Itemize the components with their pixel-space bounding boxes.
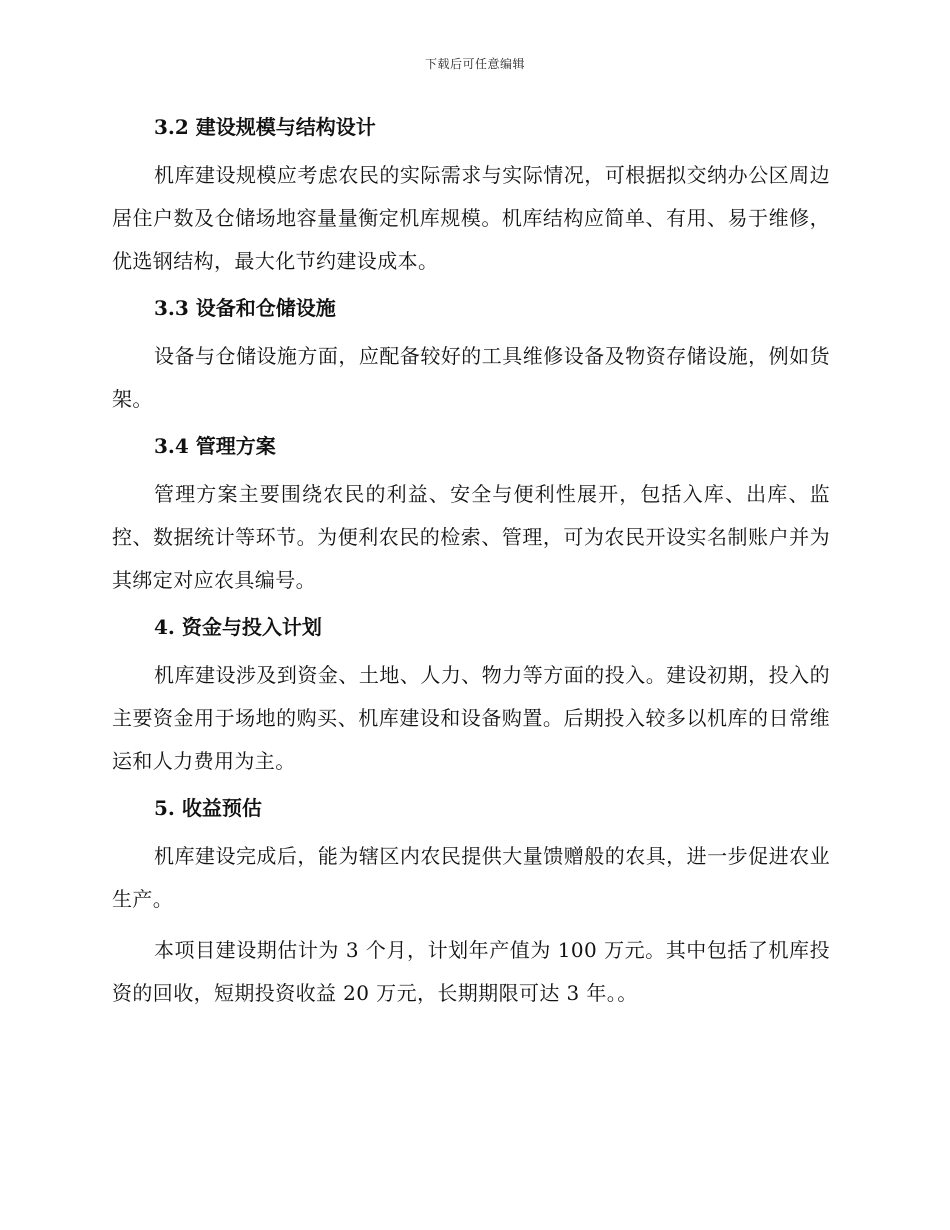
section-3-3	[112, 291, 830, 429]
document-body	[112, 110, 830, 1015]
section-3-2	[112, 110, 830, 291]
section-3-4	[112, 429, 830, 610]
section-5	[112, 791, 830, 1015]
section-paragraph: 机库建设涉及到资金、土地、人力、物力等方面的投入。建设初期，投入的主要资金用于场地的购买、机库建设和设备购置。后期投入较多以机库的日常维运和人力费用为主。	[112, 663, 830, 773]
section-4	[112, 610, 830, 791]
page-header-note: 下载后可任意编辑	[424, 57, 525, 71]
section-paragraph: 本项目建设期估计为 3 个月，计划年产值为 100 万元。其中包括了机库投资的回收，短期投资收益 20 万元，长期期限可达 3 年。。	[112, 938, 830, 1005]
section-paragraph: 管理方案主要围绕农民的利益、安全与便利性展开，包括入库、出库、监控、数据统计等环节。为便利农民的检索、管理，可为农民开设实名制账户并为其绑定对应农具编号。	[112, 482, 830, 592]
section-heading: 4. 资金与投入计划	[154, 615, 322, 639]
section-paragraph: 设备与仓储设施方面，应配备较好的工具维修设备及物资存储设施，例如货架。	[112, 344, 830, 411]
section-heading: 3.4 管理方案	[154, 434, 276, 458]
section-heading: 5. 收益预估	[154, 796, 262, 820]
section-heading: 3.2 建设规模与结构设计	[154, 115, 376, 139]
section-paragraph: 机库建设完成后，能为辖区内农民提供大量馈赠般的农具，进一步促进农业生产。	[112, 844, 830, 911]
section-heading: 3.3 设备和仓储设施	[154, 296, 336, 320]
section-paragraph: 机库建设规模应考虑农民的实际需求与实际情况，可根据拟交纳办公区周边居住户数及仓储场地容量量衡定机库规模。机库结构应简单、有用、易于维修，优选钢结构，最大化节约建设成本。	[112, 163, 830, 273]
